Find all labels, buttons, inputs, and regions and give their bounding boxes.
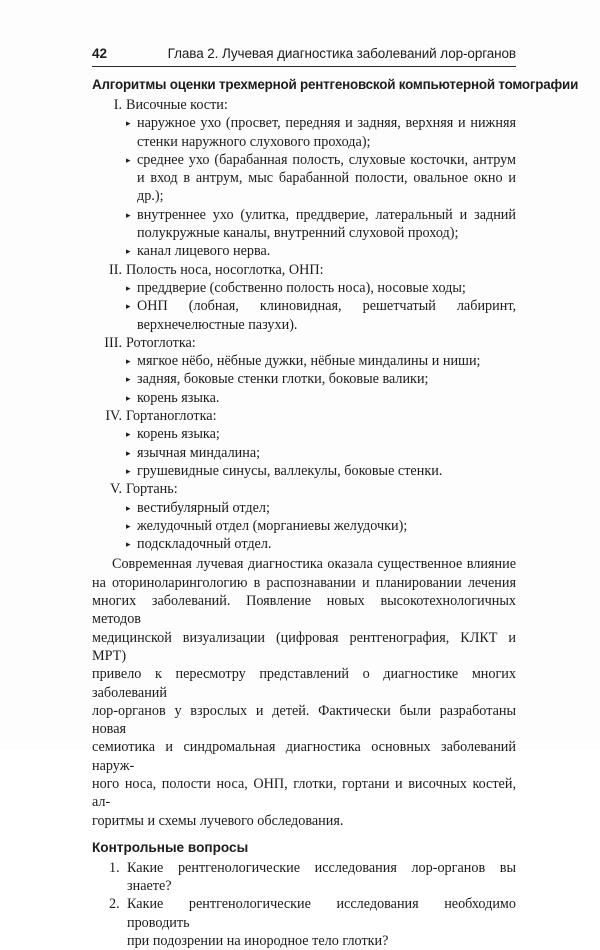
triangle-bullet-icon: ▸ [126,301,131,312]
triangle-bullet-icon: ▸ [126,502,131,513]
list-item-text: задняя, боковые стенки глотки, боковые валики; [137,371,429,388]
list-item-text: грушевидные синусы, валлекулы, боковые стенки. [137,462,443,479]
paragraph-line: семиотика и синдромальная диагностика основных заболеваний наруж- [92,739,516,774]
triangle-bullet-icon: ▸ [126,374,131,385]
algorithm-outline [92,96,516,553]
list-item-text: корень языка; [137,426,220,443]
outline-group [92,480,516,553]
list-item-text: преддверие (собственно полость носа), носовые ходы; [137,279,466,296]
paragraph-line: лор-органов у взрослых и детей. Фактически были разработаны новая [92,702,516,738]
list-item-text: язычная миндалина; [137,444,261,461]
list-item [126,297,516,334]
triangle-bullet-icon: ▸ [126,282,131,293]
list-item-text: наружное ухо (просвет, передняя и задняя, верхняя и нижняя стенки наружного слухового прохода); [137,115,516,150]
group-title-text: Полость носа, носоглотка, ОНП: [126,261,324,278]
list-item [126,389,516,407]
roman-numeral: V. [110,481,122,498]
paragraph-line: привело к пересмотру представлений о диагностике многих заболеваний [92,666,516,701]
list-item-text: корень языка. [137,389,220,406]
outline-group [92,334,516,407]
question-number: 2. [109,896,120,913]
list-item-text: вестибулярный отдел; [137,499,270,516]
triangle-bullet-icon: ▸ [126,447,131,458]
outline-group-title [92,407,516,425]
list-item [126,517,516,535]
group-title-text: Височные кости: [126,97,228,113]
page-content [92,75,579,950]
triangle-bullet-icon: ▸ [126,246,131,257]
paragraph-line: многих заболеваний. Появление новых высокотехнологичных методов [92,593,516,628]
question-text-line: Какие рентгенологические исследования лор-органов вы знаете? [127,859,516,895]
list-item [126,370,516,388]
roman-numeral: IV. [105,408,122,425]
triangle-bullet-icon: ▸ [126,429,131,440]
outline-items [92,114,516,260]
triangle-bullet-icon: ▸ [126,539,131,550]
paragraph-line: Современная лучевая диагностика оказала существенное влияние [112,556,516,573]
body-paragraph [92,555,516,829]
list-item-text: ОНП (лобная, клиновидная, решетчатый лабиринт, верхнечелюстные пазухи). [137,298,516,333]
list-item-text: подскладочный отдел. [137,536,272,553]
triangle-bullet-icon: ▸ [126,154,131,165]
list-item [126,279,516,297]
list-item [126,151,516,206]
list-item [126,535,516,553]
question-number: 1. [109,859,120,876]
list-item-text: мягкое нёбо, нёбные дужки, нёбные миндалины и ниши; [137,353,481,370]
question-text-line: при подозрении на инородное тело глотки? [127,933,389,950]
outline-group-title [92,261,516,279]
page-number: 42 [92,46,108,61]
list-item-text: желудочный отдел (морганиевы желудочки); [137,517,408,534]
section-heading: Алгоритмы оценки трехмерной рентгеновской компьютерной томографии [92,77,579,92]
triangle-bullet-icon: ▸ [126,209,131,220]
question-item [92,859,516,896]
group-title-text: Гортаноглотка: [126,408,217,425]
questions-heading: Контрольные вопросы [92,839,249,855]
roman-numeral: III. [104,334,122,351]
outline-items [92,352,516,407]
outline-group [92,96,516,261]
list-item [126,114,516,151]
outline-items [92,499,516,554]
triangle-bullet-icon: ▸ [126,465,131,476]
paragraph-line: медицинской визуализации (цифровая рентгенография, КЛКТ и МРТ) [92,629,516,664]
outline-items [92,425,516,480]
outline-group-title [92,334,516,352]
list-item [126,425,516,443]
group-title-text: Гортань: [126,481,178,498]
outline-group-title [92,96,516,114]
questions-list [92,859,516,950]
triangle-bullet-icon: ▸ [126,356,131,367]
roman-numeral: II. [109,261,122,278]
roman-numeral: I. [113,97,122,113]
running-header [92,44,516,67]
question-item [92,895,516,950]
outline-group [92,407,516,480]
group-title-text: Ротоглотка: [126,334,196,351]
list-item-text: среднее ухо (барабанная полость, слуховые косточки, антрум и вход в антрум, мыс барабанной полости, овальное окно и др.); [137,151,516,205]
triangle-bullet-icon: ▸ [126,118,131,129]
list-item [126,206,516,243]
outline-group-title [92,480,516,498]
outline-items [92,279,516,334]
paragraph-line: на оториноларингологию в распознавании и планировании лечения [92,574,516,591]
list-item [126,242,516,260]
paragraph-line: горитмы и схемы лучевого обследования. [92,812,344,829]
question-text-line: Какие рентгенологические исследования необходимо проводить [127,896,516,931]
triangle-bullet-icon: ▸ [126,520,131,531]
list-item [126,462,516,480]
chapter-title: Глава 2. Лучевая диагностика заболеваний лор-органов [167,46,516,61]
list-item [126,352,516,370]
outline-group [92,261,516,334]
list-item [126,499,516,517]
list-item-text: канал лицевого нерва. [137,243,271,260]
paragraph-line: ного носа, полости носа, ОНП, глотки, гортани и височных костей, ал- [92,775,516,811]
triangle-bullet-icon: ▸ [126,392,131,403]
list-item [126,444,516,462]
list-item-text: внутреннее ухо (улитка, преддверие, латеральный и задний полукружные каналы, внутренний слуховой проход); [137,206,516,242]
